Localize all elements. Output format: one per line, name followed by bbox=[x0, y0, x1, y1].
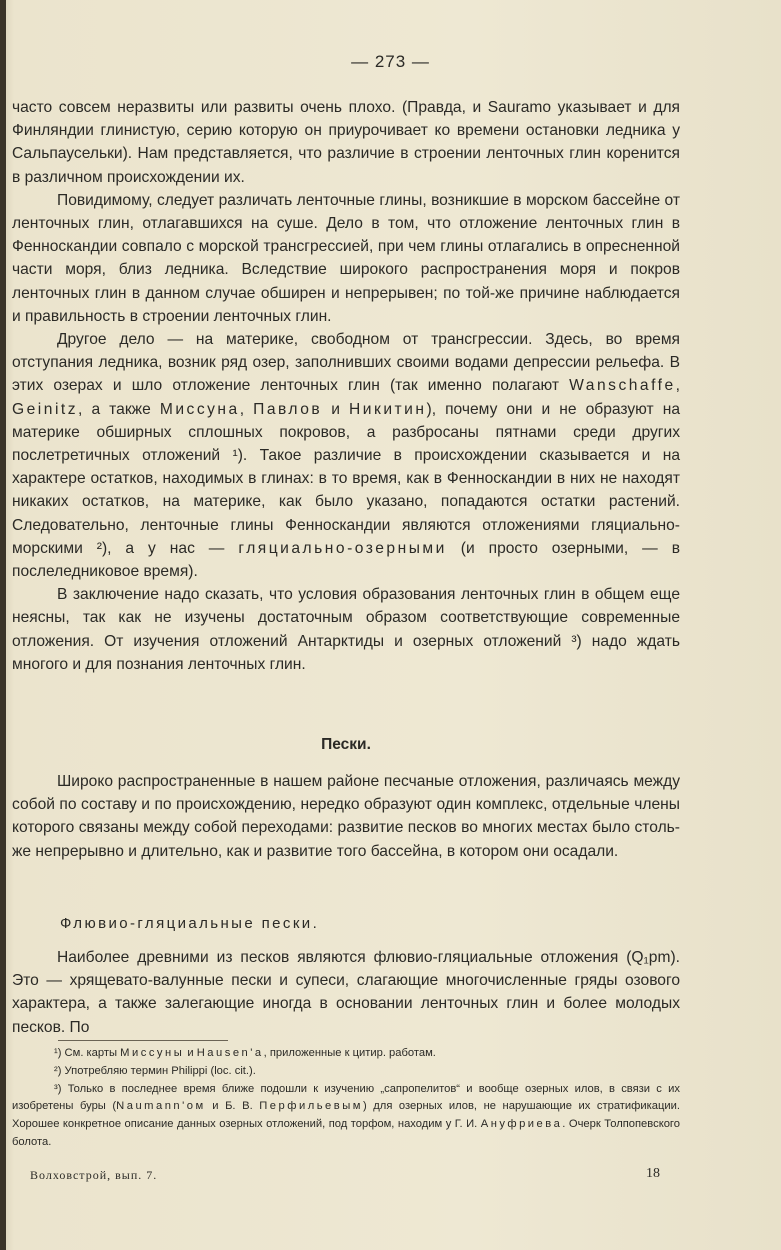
text-run: Другое дело — на материке, свободном от трансгрессии. Здесь, во время отступания ледника, возник ряд озер, заполнивших своими водами депрессии рельефа. В этих озерах и шло отложение ленточных глин (так именно полагают bbox=[12, 331, 680, 395]
author-name: Ануфриева bbox=[480, 1118, 563, 1131]
paragraph: часто совсем неразвиты или развиты очень плохо. (Правда, и Sauramo указывает и для Финляндии глинистую, серию которую он приурочивает ко времени остановки ледника у Сальпаусельки). Нам представляется, что различие в строении ленточных глин коренится в различном происхождении их. bbox=[12, 99, 680, 186]
text-run: и bbox=[187, 1047, 194, 1059]
section-text bbox=[12, 770, 680, 863]
subsection-text bbox=[12, 946, 680, 1039]
signature-mark: 18 bbox=[646, 1166, 660, 1181]
text-run: ¹) См. карты bbox=[54, 1047, 118, 1059]
author-name: Миссуна bbox=[159, 400, 240, 418]
author-name: Павлов bbox=[253, 400, 323, 418]
text-run: , а также bbox=[78, 400, 151, 418]
footnotes bbox=[12, 1045, 680, 1152]
author-name: Wanschaffe bbox=[569, 377, 676, 395]
author-name: Hausen'a bbox=[196, 1047, 264, 1059]
body-text bbox=[12, 96, 680, 676]
text-run: и Б. В. bbox=[212, 1100, 253, 1113]
author-name: Geinitz bbox=[12, 400, 79, 418]
footnote-divider bbox=[58, 1040, 228, 1041]
paragraph: Другое дело — на материке, свободном от трансгрессии. Здесь, во время отступания ледника, возник ряд озер, заполнивших своими водами депрессии рельефа. В этих озерах и шло отложение ленточных глин (так именно полагают Wanschaffe, Geinitz, а также Миссуна, Павлов и Никитин), почему они и не образуют на материке обширных сплошных покровов, а разбросаны пятнами среди других послетретичных отложений ¹). Такое различие в происхождении сказывается и на характере остатков, находимых в глинах: в то время, как в Фенноскандии в них не находят никаких остатков, на материке, как было указано, попадаются остатки растений. Следовательно, ленточные глины Фенноскандии являются отложениями гляциально-морскими ²), а у нас — гляциально-озерными (и просто озерными, — в послеледниковое время). bbox=[12, 331, 680, 581]
text-run: . Очерк Толпопевского болота. bbox=[12, 1118, 680, 1148]
author-name: Никитин bbox=[349, 400, 427, 418]
text-run: ), почему они и не образуют на материке обширных сплошных покровов, а разбросаны пятнами среди других послетретичных отложений ¹). Такое различие в происхождении сказывается и на характере остатков, находимых в глинах: в то время, как в Фенноскандии в них не находят никаких остатков, на материке, как было указано, попадаются остатки растений. Следовательно, ленточные глины Фенноскандии являются отложениями гляциально-морскими ²), а у нас — bbox=[12, 400, 680, 557]
paragraph: В заключение надо сказать, что условия образования ленточных глин в общем еще неясны, так как не изучены достаточным образом соответствующие современные отложения. От изучения отложений Антарктиды и озерных отложений ³) надо ждать многого и для познания ленточных глин. bbox=[12, 586, 680, 673]
paragraph: Наиболее древними из песков являются флювио-гляциальные отложения (Q₁pm). Это — хрящевато-валунные пески и супеси, слагающие многочисленные гряды озового характера, а также залегающие иногда в основании ленточных глин и более молодых песков. По bbox=[12, 949, 680, 1036]
page-binding-edge bbox=[0, 0, 6, 1250]
text-run: ) для озерных илов, не нарушающие их стратификации. Хорошее конкретное описание данных озерных отложений, под торфом, находим у Г. И. bbox=[12, 1100, 681, 1131]
text-run: (и просто озерными, — в послеледниковое время). bbox=[12, 539, 680, 581]
page-number: — 273 — bbox=[351, 52, 430, 71]
footnote: ²) Употребляю термин Philippi (loc. cit.). bbox=[54, 1064, 256, 1077]
text-run: и bbox=[331, 400, 340, 418]
footnote bbox=[12, 1045, 680, 1063]
footnote bbox=[12, 1081, 680, 1152]
text-run: , приложенные к цитир. работам. bbox=[263, 1047, 436, 1059]
author-name: Миссуны bbox=[120, 1047, 185, 1059]
paragraph: Широко распространенные в нашем районе песчаные отложения, различаясь между собой по составу и по происхождению, нередко образуют один комплекс, отдельные члены которого связаны между собой переходами: развитие песков во многих местах было столь-же непрерывно и длительно, как и развитие того бассейна, в котором они осадали. bbox=[12, 773, 680, 860]
publication-series: Волховстрой, вып. 7. bbox=[30, 1168, 158, 1182]
section-title: Пески. bbox=[321, 736, 371, 753]
text-run: ³) Только в последнее время ближе подошли к изучению „сапропелитов“ и вообще озерных илов, в связи с их изобретены буры ( bbox=[12, 1082, 680, 1113]
author-name: Перфильевым bbox=[259, 1100, 363, 1113]
subsection-title: Флювио-гляциальные пески. bbox=[60, 915, 320, 932]
emphasis: гляциально-озерными bbox=[238, 539, 447, 557]
paragraph: Повидимому, следует различать ленточные глины, возникшие в морском бассейне от ленточных глин, отлагавшихся на суше. Дело в том, что отложение ленточных глин в Фенноскандии совпало с морской трансгрессией, при чем глины отлагались в опресненной части моря, близ ледника. Вследствие широкого распространения моря и покров ленточных глин в данном случае обширен и непрерывен; по той-же причине наблюдается и правильность в строении ленточных глин. bbox=[12, 191, 680, 325]
author-name: Naumann'ом bbox=[116, 1100, 206, 1113]
